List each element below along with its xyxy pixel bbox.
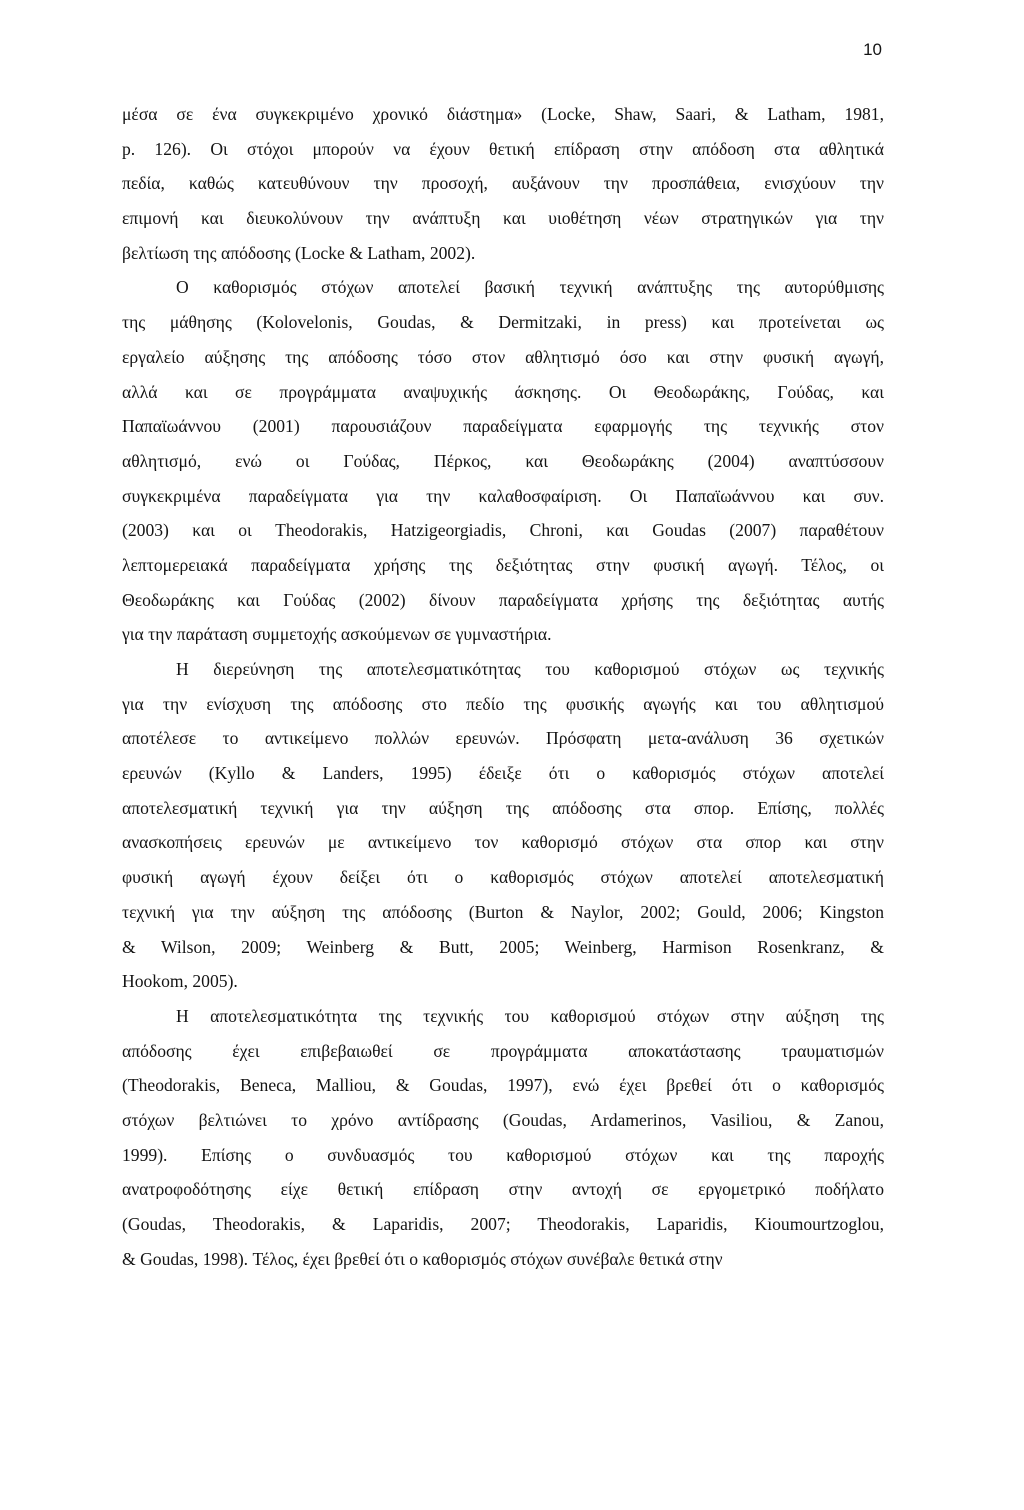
text-line: Ο καθορισμός στόχων αποτελεί βασική τεχνική ανάπτυξης της αυτορύθμισης — [176, 277, 884, 298]
text-line: Παπαϊωάννου (2001) παρουσιάζουν παραδείγματα εφαρμογής της τεχνικής στον — [122, 416, 884, 437]
text-line: Η αποτελεσματικότητα της τεχνικής του καθορισμού στόχων στην αύξηση της — [176, 1005, 884, 1026]
text-line: & Goudas, 1998). Τέλος, έχει βρεθεί ότι ο καθορισμός στόχων συνέβαλε θετικά στην — [122, 1248, 723, 1269]
paragraph — [122, 270, 884, 652]
text-line: & Wilson, 2009; Weinberg & Butt, 2005; Weinberg, Harmison Rosenkranz, & — [122, 936, 884, 957]
text-line: αθλητισμό, ενώ οι Γούδας, Πέρκος, και Θεοδωράκης (2004) αναπτύσσουν — [122, 450, 884, 471]
text-line: συγκεκριμένα παραδείγματα για την καλαθοσφαίριση. Οι Παπαϊωάννου και συν. — [122, 485, 884, 506]
text-line: στόχων βελτιώνει το χρόνο αντίδρασης (Goudas, Ardamerinos, Vasiliou, & Zanou, — [122, 1109, 884, 1130]
text-line: για την ενίσχυση της απόδοσης στο πεδίο της φυσικής αγωγής και του αθλητισμού — [122, 693, 884, 714]
text-line: p. 126). Οι στόχοι μπορούν να έχουν θετική επίδραση στην απόδοση στα αθλητικά — [122, 138, 884, 159]
text-line: της μάθησης (Kolovelonis, Goudas, & Dermitzaki, in press) και προτείνεται ως — [122, 312, 884, 333]
text-line: λεπτομερειακά παραδείγματα χρήσης της δεξιότητας στην φυσική αγωγή. Τέλος, οι — [122, 554, 884, 575]
text-line: πεδία, καθώς κατευθύνουν την προσοχή, αυξάνουν την προσπάθεια, ενισχύουν την — [122, 173, 884, 194]
text-line: 1999). Επίσης ο συνδυασμός του καθορισμού στόχων και της παροχής — [122, 1144, 884, 1165]
text-line: (Goudas, Theodorakis, & Laparidis, 2007; Theodorakis, Laparidis, Kioumourtzoglou, — [122, 1214, 884, 1235]
body-text — [122, 97, 884, 1276]
text-line: (2003) και οι Theodorakis, Hatzigeorgiadis, Chroni, και Goudas (2007) παραθέτουν — [122, 520, 884, 541]
text-line: Hookom, 2005). — [122, 971, 238, 992]
text-line: φυσική αγωγή έχουν δείξει ότι ο καθορισμός στόχων αποτελεί αποτελεσματική — [122, 867, 884, 888]
text-line: ερευνών (Kyllo & Landers, 1995) έδειξε ότι ο καθορισμός στόχων αποτελεί — [122, 763, 884, 784]
text-line: Θεοδωράκης και Γούδας (2002) δίνουν παραδείγματα χρήσης της δεξιότητας αυτής — [122, 589, 884, 610]
text-line: ανασκοπήσεις ερευνών με αντικείμενο τον καθορισμό στόχων στα σπορ και στην — [122, 832, 884, 853]
text-line: απόδοσης έχει επιβεβαιωθεί σε προγράμματα αποκατάστασης τραυματισμών — [122, 1040, 884, 1061]
text-line: αποτέλεσε το αντικείμενο πολλών ερευνών. Πρόσφατη μετα-ανάλυση 36 σχετικών — [122, 728, 884, 749]
text-line: αποτελεσματική τεχνική για την αύξηση της απόδοσης στα σπορ. Επίσης, πολλές — [122, 797, 884, 818]
text-line: Η διερεύνηση της αποτελεσματικότητας του καθορισμού στόχων ως τεχνικής — [176, 659, 884, 680]
text-line: (Theodorakis, Beneca, Malliou, & Goudas, 1997), ενώ έχει βρεθεί ότι ο καθορισμός — [122, 1075, 884, 1096]
text-line: επιμονή και διευκολύνουν την ανάπτυξη και υιοθέτηση νέων στρατηγικών για την — [122, 208, 884, 229]
text-line: αλλά και σε προγράμματα αναψυχικής άσκησης. Οι Θεοδωράκης, Γούδας, και — [122, 381, 884, 402]
paragraph — [122, 999, 884, 1277]
text-line: εργαλείο αύξησης της απόδοσης τόσο στον αθλητισμό όσο και στην φυσική αγωγή, — [122, 346, 884, 367]
text-line: μέσα σε ένα συγκεκριμένο χρονικό διάστημα» (Locke, Shaw, Saari, & Latham, 1981, — [122, 104, 884, 124]
text-line: βελτίωση της απόδοσης (Locke & Latham, 2002). — [122, 242, 476, 263]
page-number: 10 — [863, 40, 882, 59]
text-line: ανατροφοδότησης είχε θετική επίδραση στην αντοχή σε εργομετρικό ποδήλατο — [122, 1179, 884, 1200]
paragraph — [122, 652, 884, 999]
text-line: για την παράταση συμμετοχής ασκούμενων σε γυμναστήρια. — [122, 624, 552, 645]
text-line: τεχνική για την αύξηση της απόδοσης (Burton & Naylor, 2002; Gould, 2006; Kingston — [122, 901, 884, 922]
paragraph — [122, 97, 884, 270]
